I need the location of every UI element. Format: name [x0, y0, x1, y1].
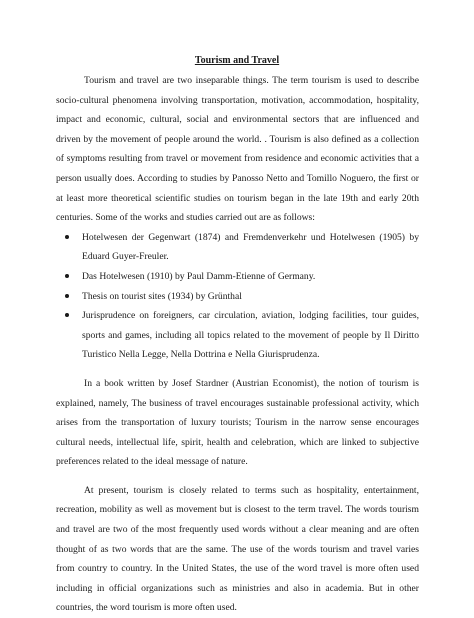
- bullet-icon: [65, 294, 69, 298]
- list-item: [56, 228, 419, 267]
- list-item-text: Das Hotelwesen (1910) by Paul Damm-Etienne of Germany.: [82, 270, 316, 282]
- paragraph-stardner: In a book written by Josef Stardner (Austrian Economist), the notion of tourism is explained, namely, The business of travel encourages sustainable professional activity, which arises from the transportation of luxury tourists; Tourism in the narrow sense encourages cultural needs, intellectual life, spirit, health and celebration, which are linked to subjective preferences related to the ideal message of nature.: [56, 377, 419, 468]
- list-item-text: Jurisprudence on foreigners, car circulation, aviation, lodging facilities, tour guides, sports and games, including all topics related to the movement of people by Il Diritto Turistico Nella Legge, Nella Dottrina e Nella Giurisprudenza.: [82, 310, 419, 361]
- list-item-text: Thesis on tourist sites (1934) by Grünthal: [82, 290, 242, 302]
- list-item: [56, 267, 419, 287]
- bullet-icon: [65, 235, 69, 239]
- paragraph-intro: Tourism and travel are two inseparable things. The term tourism is used to describe socio-cultural phenomena involving transportation, motivation, accommodation, hospitality, impact and economic, cultural, social and environmental sectors that are influenced and driven by the movement of people around the world. . Tourism is also defined as a collection of symptoms resulting from travel or movement from residence and economic activities that a person usually does. According to studies by Panosso Netto and Tomillo Noguero, the first or at least more theoretical scientific studies on tourism began in the late 19th and early 20th centuries. Some of the works and studies carried out are as follows:: [56, 75, 419, 224]
- bullet-icon: [65, 313, 69, 317]
- document-body: [56, 71, 419, 618]
- bullet-icon: [65, 274, 69, 278]
- list-item: [56, 287, 419, 307]
- list-item: [56, 306, 419, 365]
- page-title: Tourism and Travel: [194, 55, 280, 66]
- list-item-text: Hotelwesen der Gegenwart (1874) and Fremdenverkehr und Hotelwesen (1905) by Eduard Guyer-Freuler.: [82, 231, 419, 263]
- paragraph-present: At present, tourism is closely related to terms such as hospitality, entertainment, recreation, mobility as well as movement but is closest to the term travel. The words tourism and travel are two of the most frequently used words without a clear meaning and are often thought of as two words that are the same. The use of the words tourism and travel varies from country to country. In the United States, the use of the word travel is more often used including in official organizations such as ministries and also in academia. But in other countries, the word tourism is more often used.: [56, 484, 419, 614]
- works-list: [56, 228, 419, 365]
